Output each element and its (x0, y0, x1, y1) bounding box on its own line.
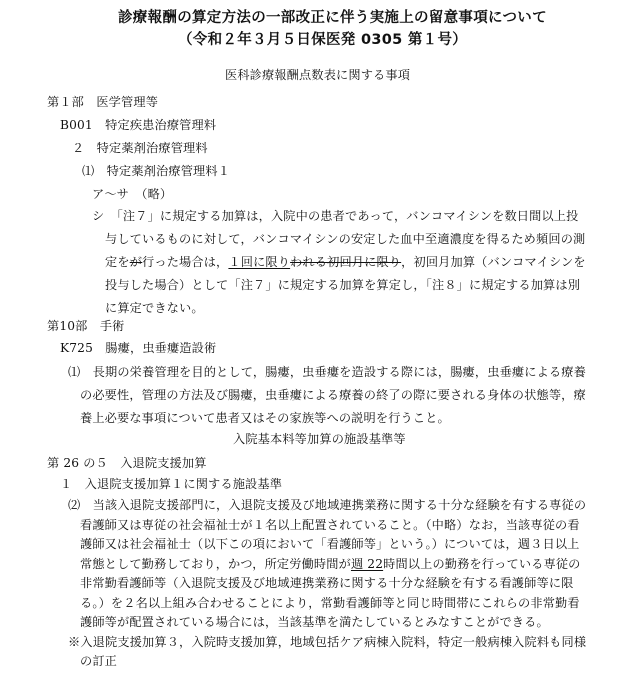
para-2-line-3: 護師又は社会福祉士（以下この項において「看護師等」という。）については，週３日以上 (80, 537, 580, 551)
text-segment: 定を (105, 255, 130, 269)
item-2-1: ⑴ 特定薬剤治療管理料１ (82, 164, 231, 178)
para-2-line-4 (80, 556, 581, 572)
item-b001: B001 特定疾患治療管理料 (60, 118, 217, 132)
para-k725-1-line-2: の必要性，管理の方法及び腸瘻，虫垂瘻による療養の終了の際に要される身体の状態等，療 (80, 388, 586, 402)
para-k725-1-line-3: 養上必要な事項について患者又はその家族等への説明を行うこと。 (80, 411, 450, 425)
item-1-standards: １ 入退院支援加算１に関する施設基準 (60, 477, 283, 491)
article-heading-26-5: 第 26 の５ 入退院支援加算 (47, 456, 207, 470)
document-subtitle: （令和２年３月５日保医発 0305 第１号） (178, 32, 468, 48)
section-heading-facility: 入院基本料等加算の施設基準等 (233, 432, 406, 446)
part-heading-1: 第１部 医学管理等 (47, 95, 159, 109)
para-shi-line-1: シ 「注７」に規定する加算は，入院中の患者であって，バンコマイシンを数日間以上投 (92, 209, 579, 223)
para-2-line-7: 護師等が配置されている場合には，当該基準を満たしているとみなすことができる。 (80, 615, 549, 629)
text-segment: 行った場合は， (142, 255, 229, 269)
para-shi-line-2: 与しているものに対して，バンコマイシンの安定した血中至適濃度を得るため頻回の測 (105, 232, 586, 246)
para-shi-line-3 (105, 254, 586, 270)
deleted-text: われる初回月に限り (290, 255, 402, 269)
inserted-text: １回に限り (228, 255, 291, 269)
item-2: ２ 特定薬剤治療管理料 (72, 141, 208, 155)
part-heading-10: 第10部 手術 (47, 319, 125, 333)
item-a-sa: ア～サ （略） (92, 187, 173, 201)
note-line-1: ※入退院支援加算３，入院時支援加算，地域包括ケア病棟入院料，特定一般病棟入院料も同様 (68, 634, 587, 649)
item-k725: K725 腸瘻，虫垂瘻造設術 (60, 341, 217, 355)
para-2-line-6: る。）を２名以上組み合わせることにより，常勤看護師等と同じ時間帯にこれらの非常勤看 (80, 595, 580, 610)
para-2-line-5: 非常勤看護師等（入退院支援及び地域連携業務に関する十分な経験を有する看護師等に限 (80, 576, 574, 590)
deleted-text: が (129, 255, 143, 269)
note-line-2: の訂正 (80, 654, 118, 668)
inserted-text: 週 22 (350, 556, 384, 571)
para-2-line-1: ⑵ 当該入退院支援部門に，入退院支援及び地域連携業務に関する十分な経験を有する専従の (68, 498, 587, 512)
para-shi-line-4: 投与した場合）として「注７」に規定する加算を算定し，「注８」に規定する加算は別 (105, 278, 581, 292)
section-heading-medical: 医科診療報酬点数表に関する事項 (225, 68, 411, 82)
text-segment: 時間以上の勤務を行っている専従の (383, 556, 581, 571)
document-title: 診療報酬の算定方法の一部改正に伴う実施上の留意事項について (118, 10, 547, 26)
text-segment: 常態として勤務しており，かつ，所定労働時間が (80, 556, 351, 571)
para-shi-line-5: に算定できない。 (105, 301, 204, 315)
text-segment: ，初回月加算（バンコマイシンを (401, 255, 586, 269)
para-k725-1-line-1: ⑴ 長期の栄養管理を目的として，腸瘻，虫垂瘻を造設する際には，腸瘻，虫垂瘻による療養 (68, 365, 586, 379)
para-2-line-2: 看護師又は専従の社会福祉士が１名以上配置されていること。（中略）なお，当該専従の看 (80, 517, 580, 532)
